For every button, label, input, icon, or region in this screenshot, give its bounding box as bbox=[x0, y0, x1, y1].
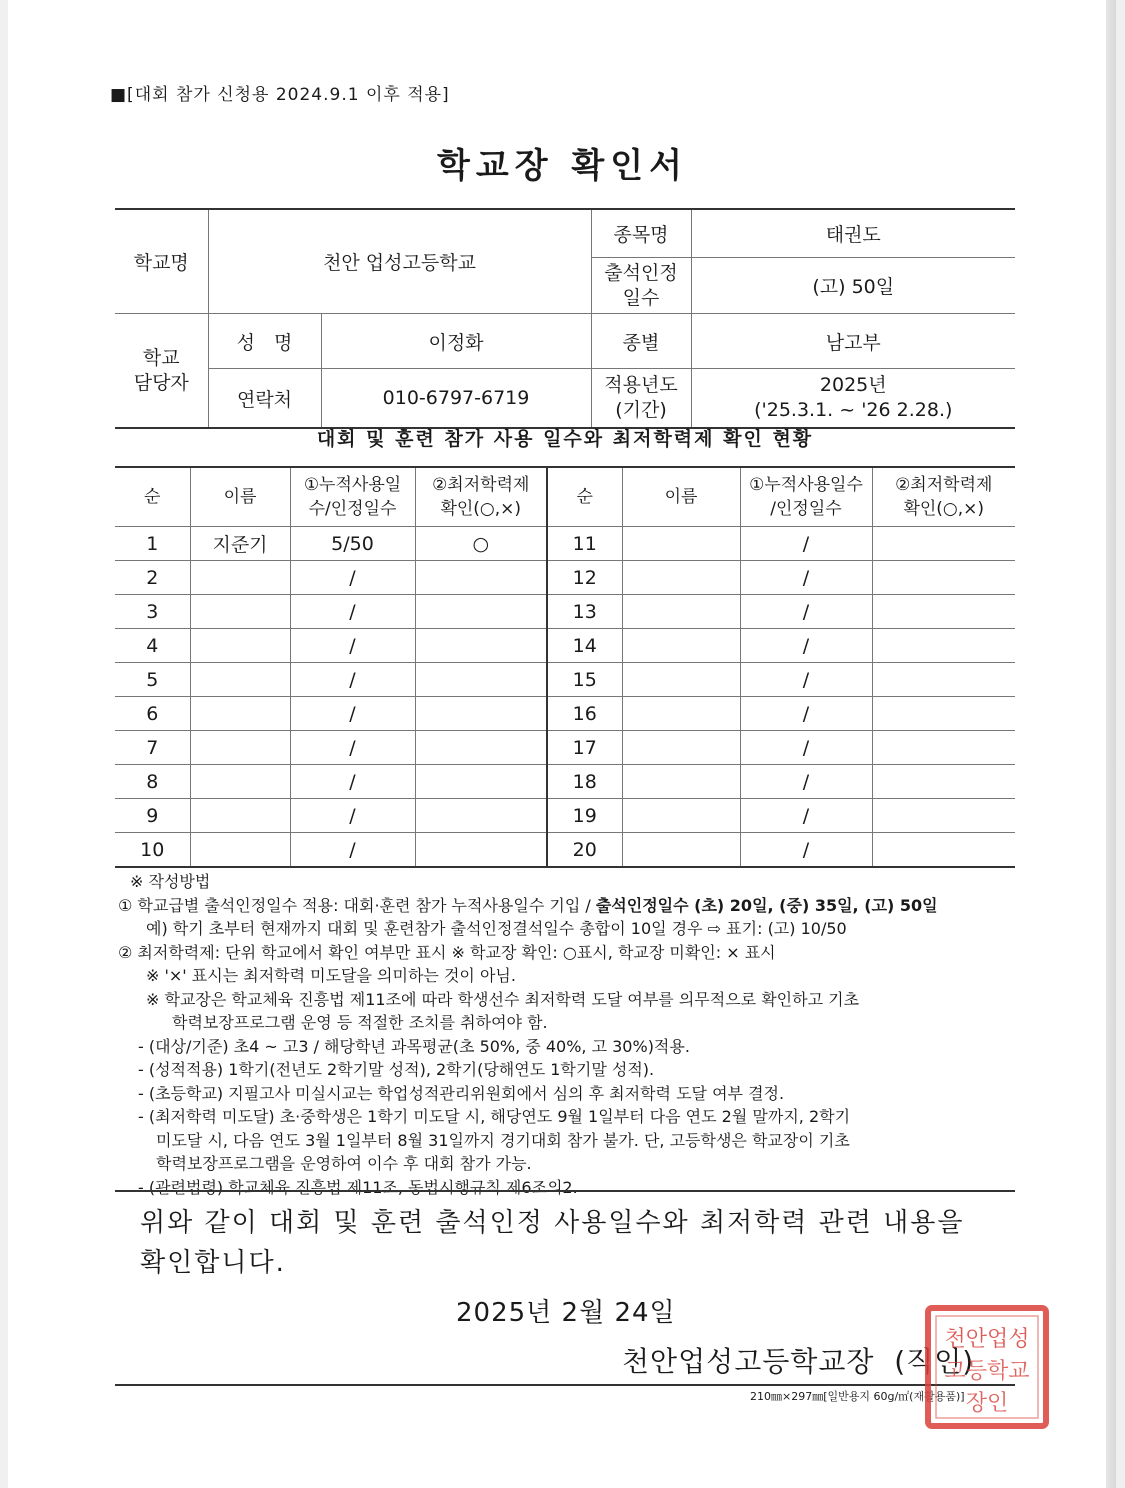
row-name bbox=[622, 561, 740, 595]
row-name bbox=[190, 731, 290, 765]
col-days-2 bbox=[740, 467, 872, 527]
signer-name: 천안업성고등학교장 bbox=[622, 1345, 875, 1378]
row-days: / bbox=[290, 629, 415, 663]
row-name bbox=[190, 629, 290, 663]
dash-2: - (성적적용) 1학기(전년도 2학기말 성적), 2학기(당해연도 1학기말 성적). bbox=[138, 1060, 655, 1079]
col-no: 순 bbox=[115, 467, 190, 527]
col-no-2: 순 bbox=[547, 467, 622, 527]
row-days: / bbox=[290, 595, 415, 629]
row-no: 20 bbox=[547, 833, 622, 868]
row-days: / bbox=[740, 697, 872, 731]
notes-heading: ※ 작성방법 bbox=[130, 872, 211, 891]
year-value-line1: 2025년 bbox=[819, 374, 887, 396]
row-name bbox=[622, 697, 740, 731]
row-days: / bbox=[740, 595, 872, 629]
col-name: 이름 bbox=[190, 467, 290, 527]
row-days: / bbox=[290, 697, 415, 731]
note-2-c: 학력보장프로그램 운영 등 적절한 조치를 취하여야 함. bbox=[172, 1013, 548, 1032]
col-days bbox=[290, 467, 415, 527]
row-no: 19 bbox=[547, 799, 622, 833]
confirmation-line2: 확인합니다. bbox=[140, 1248, 286, 1278]
row-check bbox=[872, 561, 1015, 595]
row-name bbox=[622, 833, 740, 868]
name-label: 성 명 bbox=[208, 314, 321, 369]
year-value-line2: ('25.3.1. ~ '26 2.28.) bbox=[754, 399, 953, 421]
row-check bbox=[872, 527, 1015, 561]
row-check bbox=[415, 799, 547, 833]
stamp-line3: 장인 bbox=[965, 1391, 1009, 1416]
row-no: 6 bbox=[115, 697, 190, 731]
seal-label: (직인) bbox=[894, 1345, 975, 1378]
page-title: 학교장 확인서 bbox=[437, 146, 688, 186]
row-no: 1 bbox=[115, 527, 190, 561]
category-label: 종별 bbox=[591, 314, 691, 369]
manager-label-line1: 학교 bbox=[142, 346, 180, 369]
row-no: 8 bbox=[115, 765, 190, 799]
dash-4-c: 학력보장프로그램을 운영하여 이수 후 대회 참가 가능. bbox=[156, 1154, 532, 1173]
row-name: 지준기 bbox=[190, 527, 290, 561]
row-no: 12 bbox=[547, 561, 622, 595]
col-days-2-line1: ①누적사용일수 bbox=[749, 475, 863, 495]
row-name bbox=[190, 595, 290, 629]
col-check-2-line1: ②최저학력제 bbox=[895, 475, 993, 495]
row-days: / bbox=[290, 765, 415, 799]
col-check-2-line2: 확인(○,×) bbox=[903, 499, 985, 519]
row-name bbox=[190, 663, 290, 697]
row-name bbox=[622, 799, 740, 833]
row-days: / bbox=[290, 731, 415, 765]
dash-1: - (대상/기준) 초4 ~ 고3 / 해당학년 과목평균(초 50%, 중 40%, 고 30%)적용. bbox=[138, 1036, 690, 1056]
row-name bbox=[190, 799, 290, 833]
status-table bbox=[115, 466, 1015, 868]
row-days: / bbox=[740, 731, 872, 765]
table-row bbox=[115, 595, 1015, 629]
row-days: / bbox=[290, 799, 415, 833]
row-no: 9 bbox=[115, 799, 190, 833]
year-label bbox=[591, 369, 691, 429]
row-days: / bbox=[740, 799, 872, 833]
col-check-2 bbox=[872, 467, 1015, 527]
divider-rule bbox=[115, 1190, 1015, 1192]
row-check bbox=[415, 765, 547, 799]
row-days: / bbox=[740, 663, 872, 697]
row-check bbox=[415, 629, 547, 663]
category-value: 남고부 bbox=[691, 314, 1015, 369]
row-days: / bbox=[290, 561, 415, 595]
row-days: 5/50 bbox=[290, 527, 415, 561]
row-name bbox=[622, 765, 740, 799]
school-label: 학교명 bbox=[115, 209, 208, 314]
year-label-line2: (기간) bbox=[615, 399, 667, 421]
row-check bbox=[415, 561, 547, 595]
table-row bbox=[115, 629, 1015, 663]
row-name bbox=[622, 663, 740, 697]
sport-value: 태권도 bbox=[691, 209, 1015, 258]
row-check bbox=[872, 595, 1015, 629]
col-days-2-line2: /인정일수 bbox=[770, 499, 842, 519]
row-no: 14 bbox=[547, 629, 622, 663]
col-days-line2: 수/인정일수 bbox=[308, 499, 397, 519]
manager-label-line2: 담당자 bbox=[133, 371, 189, 394]
row-days: / bbox=[740, 833, 872, 868]
school-value: 천안 업성고등학교 bbox=[208, 209, 591, 314]
table-row bbox=[115, 799, 1015, 833]
row-no: 3 bbox=[115, 595, 190, 629]
row-name bbox=[622, 527, 740, 561]
row-days: / bbox=[740, 527, 872, 561]
contact-label: 연락처 bbox=[208, 369, 321, 429]
official-seal-stamp bbox=[922, 1302, 1052, 1432]
sport-label: 종목명 bbox=[591, 209, 691, 258]
note-2: ② 최저학력제: 단위 학교에서 확인 여부만 표시 ※ 학교장 확인: ○표시, 학교장 미확인: × 표시 bbox=[118, 942, 776, 962]
row-check bbox=[872, 697, 1015, 731]
row-check bbox=[872, 799, 1015, 833]
note-1 bbox=[118, 894, 1018, 918]
row-no: 13 bbox=[547, 595, 622, 629]
table-row bbox=[115, 663, 1015, 697]
header-note: ■[대회 참가 신청용 2024.9.1 이후 적용] bbox=[110, 85, 450, 105]
note-1-text: ① 학교급별 출석인정일수 적용: 대회·훈련 참가 누적사용일수 기입 / bbox=[118, 895, 596, 915]
col-check-line2: 확인(○,×) bbox=[440, 499, 522, 519]
name-value: 이정화 bbox=[321, 314, 591, 369]
col-check bbox=[415, 467, 547, 527]
attend-label bbox=[591, 258, 691, 314]
note-1-example: 예) 학기 초부터 현재까지 대회 및 훈련참가 출석인정결석일수 총합이 10일 경우 ⇨ 표기: (고) 10/50 bbox=[146, 919, 847, 938]
row-no: 17 bbox=[547, 731, 622, 765]
row-days: / bbox=[290, 663, 415, 697]
row-check bbox=[415, 833, 547, 868]
row-name bbox=[622, 595, 740, 629]
confirmation-text bbox=[140, 1203, 1010, 1283]
row-check bbox=[872, 833, 1015, 868]
row-name bbox=[622, 629, 740, 663]
dash-4-b: 미도달 시, 다음 연도 3월 1일부터 8월 31일까지 경기대회 참가 불가. 단, 고등학생은 학교장이 기초 bbox=[156, 1130, 850, 1150]
footer-rule bbox=[115, 1384, 1015, 1386]
row-no: 16 bbox=[547, 697, 622, 731]
stamp-line2: 고등학교 bbox=[944, 1359, 1030, 1384]
note-2-a: ※ '×' 표시는 최저학력 미도달을 의미하는 것이 아님. bbox=[146, 966, 516, 985]
row-check bbox=[872, 731, 1015, 765]
col-check-line1: ②최저학력제 bbox=[432, 475, 530, 495]
row-days: / bbox=[290, 833, 415, 868]
row-no: 5 bbox=[115, 663, 190, 697]
table-row bbox=[115, 731, 1015, 765]
year-value bbox=[691, 369, 1015, 429]
attend-label-line1: 출석인정 bbox=[604, 261, 678, 284]
attend-label-line2: 일수 bbox=[622, 286, 660, 309]
row-check bbox=[415, 731, 547, 765]
dash-3: - (초등학교) 지필고사 미실시교는 학업성적관리위원회에서 심의 후 최저학력 도달 여부 결정. bbox=[138, 1083, 785, 1103]
status-title: 대회 및 훈련 참가 사용 일수와 최저학력제 확인 현황 bbox=[316, 428, 814, 450]
table-row bbox=[115, 833, 1015, 868]
col-days-line1: ①누적사용일 bbox=[303, 475, 402, 495]
row-no: 18 bbox=[547, 765, 622, 799]
row-days: / bbox=[740, 561, 872, 595]
note-2-b: ※ 학교장은 학교체육 진흥법 제11조에 따라 학생선수 최저학력 도달 여부를 의무적으로 확인하고 기초 bbox=[146, 989, 860, 1009]
row-check bbox=[872, 663, 1015, 697]
issue-date: 2025년 2월 24일 bbox=[456, 1298, 676, 1328]
row-check bbox=[415, 697, 547, 731]
row-no: 15 bbox=[547, 663, 622, 697]
confirmation-line1: 위와 같이 대회 및 훈련 출석인정 사용일수와 최저학력 관련 내용을 bbox=[140, 1208, 965, 1238]
manager-label bbox=[115, 314, 208, 429]
paper-spec: 210㎜×297㎜[일반용지 60g/㎡(재활용품)] bbox=[750, 1390, 965, 1403]
row-name bbox=[190, 833, 290, 868]
table-row bbox=[115, 697, 1015, 731]
note-1-bold: 출석인정일수 (초) 20일, (중) 35일, (고) 50일 bbox=[595, 895, 938, 915]
row-days: / bbox=[740, 629, 872, 663]
row-check: ○ bbox=[415, 527, 547, 561]
table-row bbox=[115, 527, 1015, 561]
year-label-line1: 적용년도 bbox=[604, 374, 678, 396]
attend-value: (고) 50일 bbox=[691, 258, 1015, 314]
table-row bbox=[115, 765, 1015, 799]
info-table bbox=[115, 208, 1015, 429]
row-no: 11 bbox=[547, 527, 622, 561]
dash-4-a: - (최저학력 미도달) 초·중학생은 1학기 미도달 시, 해당연도 9월 1일부터 다음 연도 2월 말까지, 2학기 bbox=[138, 1107, 851, 1126]
row-check bbox=[415, 595, 547, 629]
instructions bbox=[118, 870, 1018, 1199]
table-row bbox=[115, 561, 1015, 595]
row-no: 10 bbox=[115, 833, 190, 868]
row-check bbox=[415, 663, 547, 697]
row-name bbox=[622, 731, 740, 765]
row-no: 7 bbox=[115, 731, 190, 765]
row-check bbox=[872, 765, 1015, 799]
row-days: / bbox=[740, 765, 872, 799]
page-edge-shadow bbox=[1106, 0, 1116, 1488]
row-name bbox=[190, 697, 290, 731]
contact-value: 010-6797-6719 bbox=[321, 369, 591, 429]
row-check bbox=[872, 629, 1015, 663]
stamp-line1: 천안업성 bbox=[944, 1327, 1030, 1352]
row-name bbox=[190, 765, 290, 799]
dash-5: - (관련법령) 학교체육 진흥법 제11조, 동법시행규칙 제6조의2. bbox=[138, 1177, 578, 1197]
status-table-header bbox=[115, 467, 1015, 527]
row-name bbox=[190, 561, 290, 595]
row-no: 2 bbox=[115, 561, 190, 595]
row-no: 4 bbox=[115, 629, 190, 663]
col-name-2: 이름 bbox=[622, 467, 740, 527]
